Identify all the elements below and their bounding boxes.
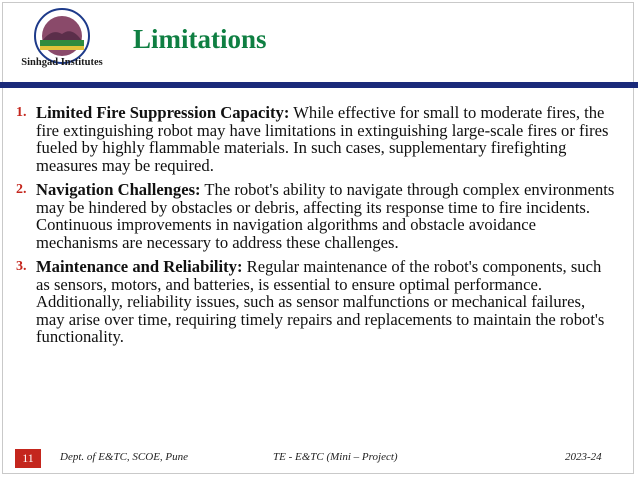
list-item <box>16 258 616 346</box>
footer-year: 2023-24 <box>565 451 602 463</box>
slide-title: Limitations <box>133 24 267 54</box>
item-text: The robot's ability to navigate through complex environments may be hindered by obstacles or debris, affecting its response time to fire incidents. Continuous improvements in navigation algorithms and obstacle avoidance mechanisms are necessary to address these challenges. <box>36 180 615 252</box>
item-heading: Maintenance and Reliability: <box>36 257 243 276</box>
item-number: 2. <box>16 182 27 197</box>
list-item <box>16 181 616 251</box>
item-number: 3. <box>16 259 27 274</box>
limitations-list <box>16 104 616 353</box>
list-item <box>16 104 616 174</box>
item-text: Regular maintenance of the robot's components, such as sensors, motors, and batteries, is essential to ensure optimal performance. Additionally, reliability issues, such as sensor malfunctions or mechanical failures, may arise over time, requiring timely repairs and replacements to maintain the robot's functionality. <box>36 257 605 346</box>
slide-number-badge: 11 <box>15 449 41 468</box>
item-text: While effective for small to moderate fires, the fire extinguishing robot may have limitations in extinguishing large-scale fires or fires fueled by highly flammable materials. In such cases, supplementary firefighting measures may be required. <box>36 103 609 175</box>
item-heading: Navigation Challenges: <box>36 180 201 199</box>
item-heading: Limited Fire Suppression Capacity: <box>36 103 290 122</box>
item-number: 1. <box>16 105 27 120</box>
footer-course: TE - E&TC (Mini – Project) <box>273 451 398 463</box>
footer-dept: Dept. of E&TC, SCOE, Pune <box>60 451 189 463</box>
logo-text: Sinhgad Institutes <box>21 57 103 68</box>
title-divider <box>0 82 638 88</box>
